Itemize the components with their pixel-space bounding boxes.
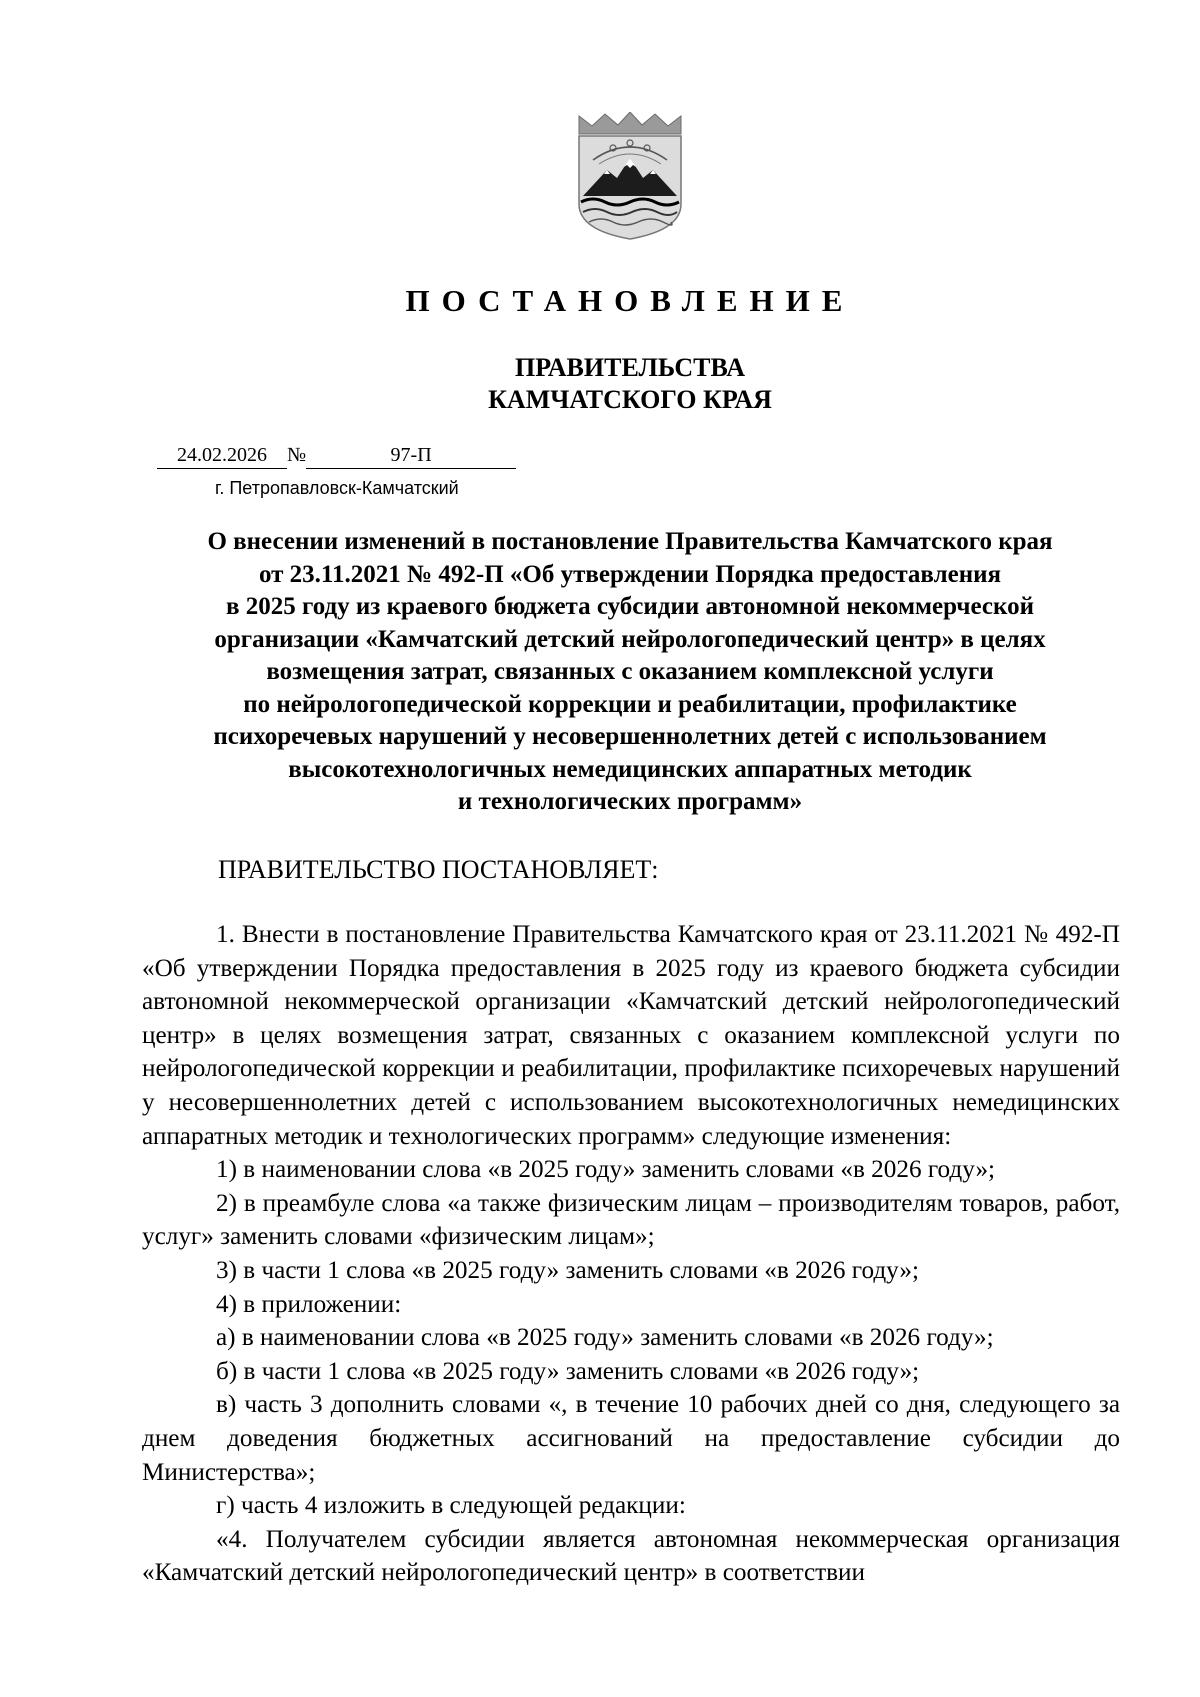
heading-line: организации «Камчатский детский нейрологопедический центр» в целях xyxy=(214,625,1046,653)
number-label: № xyxy=(287,444,307,466)
document-body xyxy=(142,918,1120,1590)
body-paragraph: 1. Внести в постановление Правительства Камчатского края от 23.11.2021 № 492-П «Об утверждении Порядка предоставления в 2025 году из краевого бюджета субсидии автономной некоммерческой организации «Камчатский детский нейрологопедический центр» в целях возмещения затрат, связанных с оказанием комплексной услуги по нейрологопедической коррекции и реабилитации, профилактике психоречевых нарушений у несовершеннолетних детей с использованием высокотехнологичных немедицинских аппаратных методик и технологических программ» следующие изменения: xyxy=(142,921,1120,1150)
body-paragraph: г) часть 4 изложить в следующей редакции: xyxy=(216,1492,686,1520)
heading-line: по нейрологопедической коррекции и реабилитации, профилактике xyxy=(243,690,1017,718)
decree-phrase: ПРАВИТЕЛЬСТВО ПОСТАНОВЛЯЕТ: xyxy=(218,855,659,884)
body-paragraph: 4) в приложении: xyxy=(216,1290,402,1318)
body-paragraph: 1) в наименовании слова «в 2025 году» заменить словами «в 2026 году»; xyxy=(216,1156,996,1184)
date-number-row xyxy=(157,443,516,469)
document-date: 24.02.2026 xyxy=(157,443,287,469)
heading-line: возмещения затрат, связанных с оказанием комплексной услуги xyxy=(266,658,994,685)
heading-line: высокотехнологичных немедицинских аппаратных методик xyxy=(288,755,972,783)
heading-line: психоречевых нарушений у несовершеннолетних детей с использованием xyxy=(213,723,1047,750)
document-city: г. Петропавловск-Камчатский xyxy=(215,478,459,498)
document-title: ПОСТАНОВЛЕНИЕ xyxy=(405,283,855,318)
document-number: 97-П xyxy=(306,443,516,469)
issuing-authority-line: КАМЧАТСКОГО КРАЯ xyxy=(488,385,772,414)
document-heading xyxy=(140,526,1120,819)
heading-line: от 23.11.2021 № 492-П «Об утверждении Порядка предоставления xyxy=(258,560,1002,588)
issuing-authority xyxy=(0,352,1200,416)
heading-line: О внесении изменений в постановление Правительства Камчатского края xyxy=(207,528,1053,555)
body-paragraph: в) часть 3 дополнить словами «, в течение 10 рабочих дней со дня, следующего за днем доведения бюджетных ассигнований на предоставление субсидии до Министерства»; xyxy=(142,1391,1120,1486)
body-paragraph: а) в наименовании слова «в 2025 году» заменить словами «в 2026 году»; xyxy=(216,1324,994,1352)
heading-line: и технологических программ» xyxy=(457,788,803,815)
issuing-authority-line: ПРАВИТЕЛЬСТВА xyxy=(515,353,745,382)
body-paragraph: «4. Получателем субсидии является автономная некоммерческая организация «Камчатский детский нейрологопедический центр» в соответствии xyxy=(142,1525,1120,1587)
body-paragraph: 3) в части 1 слова «в 2025 году» заменить словами «в 2026 году»; xyxy=(216,1256,919,1284)
body-paragraph: 2) в преамбуле слова «а также физическим лицам – производителям товаров, работ, услуг» заменить словами «физическим лицам»; xyxy=(142,1189,1120,1251)
body-paragraph: б) в части 1 слова «в 2025 году» заменить словами «в 2026 году»; xyxy=(216,1357,920,1385)
kamchatka-coat-of-arms-icon xyxy=(575,112,685,240)
heading-line: в 2025 году из краевого бюджета субсидии автономной некоммерческой xyxy=(226,593,1034,620)
